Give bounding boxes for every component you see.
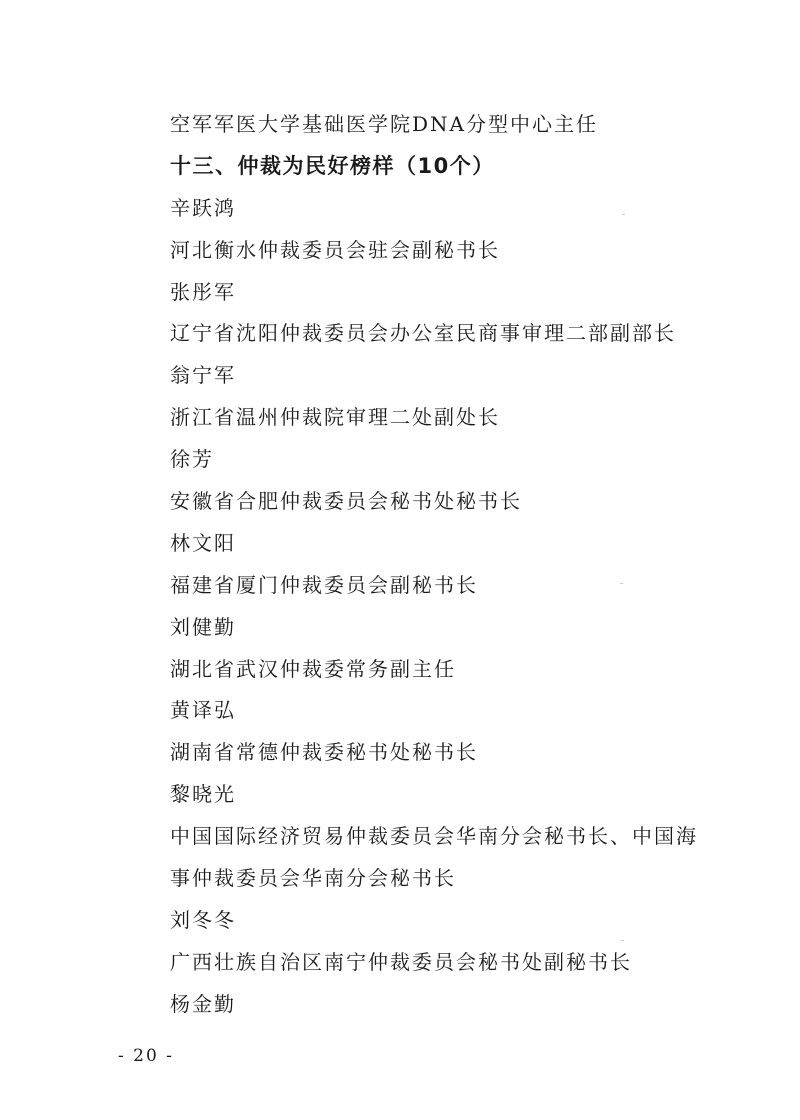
person-title: 广西壮族自治区南宁仲裁委员会秘书处副秘书长: [170, 949, 632, 974]
section-heading: 十三、仲裁为民好榜样（10个）: [170, 153, 495, 178]
scan-speck: [622, 214, 625, 215]
person-title: 河北衡水仲裁委员会驻会副秘书长: [170, 237, 500, 262]
person-title: 浙江省温州仲裁院审理二处副处长: [170, 405, 500, 430]
person-title: 湖北省武汉仲裁委常务副主任: [170, 656, 456, 681]
person-name: 黄译弘: [170, 698, 236, 723]
person-title: 安徽省合肥仲裁委员会秘书处秘书长: [170, 489, 522, 514]
person-name: 林文阳: [170, 530, 236, 555]
person-name: 杨金勤: [170, 991, 236, 1016]
person-title: 中国国际经济贸易仲裁委员会华南分会秘书长、中国海: [170, 824, 698, 849]
person-title-continued: 事仲裁委员会华南分会秘书长: [170, 866, 456, 891]
person-title: 辽宁省沈阳仲裁委员会办公室民商事审理二部副部长: [170, 321, 676, 346]
scan-speck: [620, 583, 623, 584]
scan-speck: [621, 940, 624, 941]
person-name: 刘冬冬: [170, 907, 236, 932]
person-name: 翁宁军: [170, 363, 236, 388]
person-title: 福建省厦门仲裁委员会副秘书长: [170, 572, 478, 597]
person-name: 刘健勤: [170, 614, 236, 639]
person-name: 张彤军: [170, 279, 236, 304]
page-number-text: - 20 -: [118, 1046, 174, 1066]
document-body: [170, 104, 750, 1026]
person-name: 黎晓光: [170, 782, 236, 807]
text-line: 空军军医大学基础医学院DNA分型中心主任: [170, 112, 598, 136]
person-title: 湖南省常德仲裁委秘书处秘书长: [170, 740, 478, 765]
person-name: 辛跃鸿: [170, 195, 236, 220]
person-name: 徐芳: [170, 447, 214, 472]
